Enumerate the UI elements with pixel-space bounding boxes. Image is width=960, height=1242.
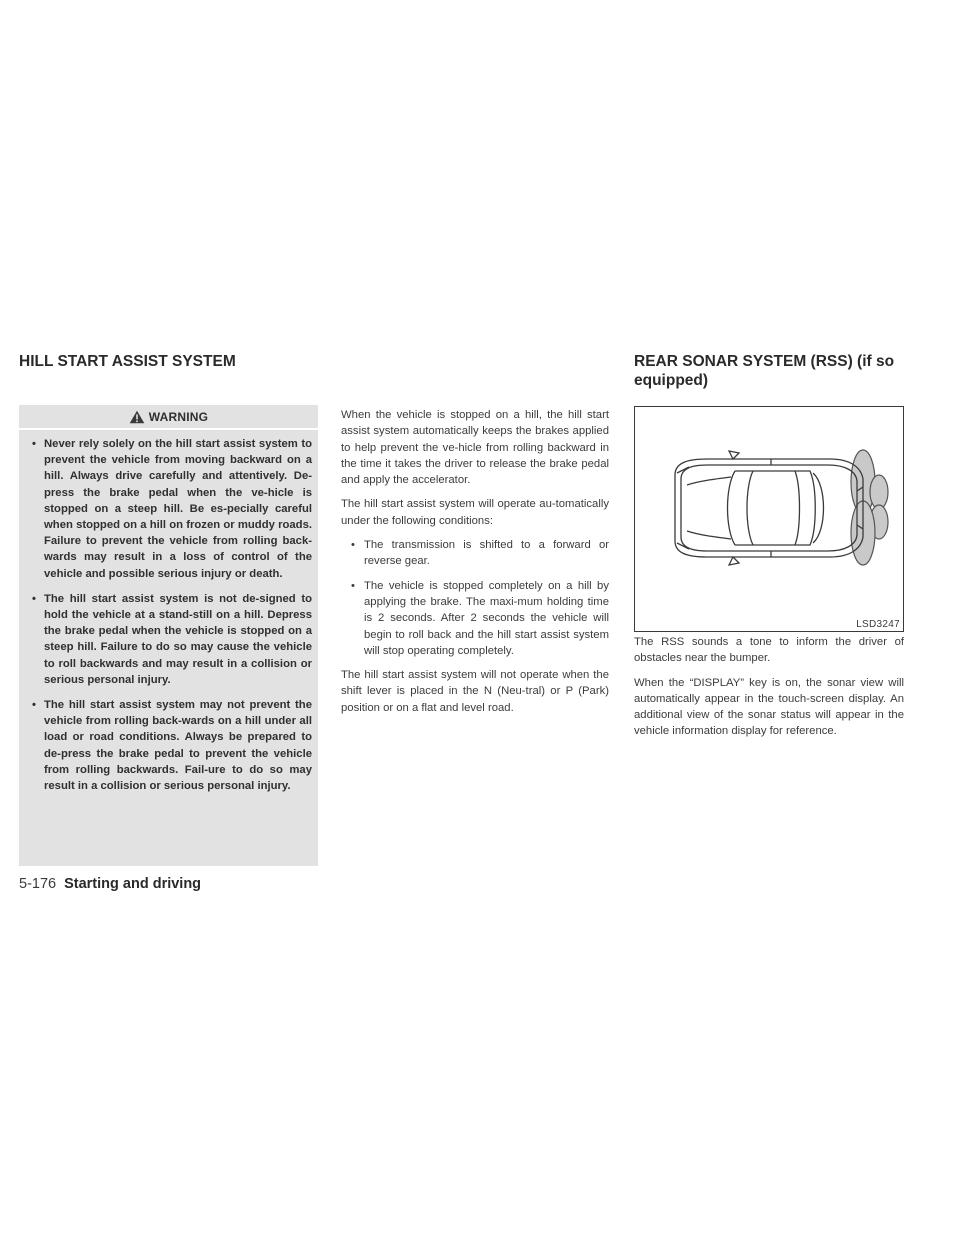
warning-triangle-icon bbox=[129, 410, 145, 424]
page-number: 5-176 bbox=[19, 876, 57, 892]
section-heading-hill-start-assist: HILL START ASSIST SYSTEM bbox=[19, 353, 236, 370]
warning-item: • Never rely solely on the hill start assist system to prevent the vehicle from moving backward on a hill. Always drive carefully and attentively. De-press the brake pedal when the ve-hicle is stopped on a steep hill. Be es-pecially careful when stopped on a hill on frozen or muddy roads. Failure to prevent the vehicle from rolling back-wards may result in a loss of control of the vehicle and possible serious injury or death. bbox=[32, 436, 312, 582]
warning-box bbox=[19, 405, 318, 866]
warning-title: WARNING bbox=[148, 410, 209, 424]
warning-item: • The hill start assist system may not prevent the vehicle from rolling back-wards on a hill under all load or road conditions. Always be prepared to de-press the brake pedal to prevent the vehicle from rolling backwards. Fail-ure to do so may result in a collision or serious personal injury. bbox=[32, 697, 312, 794]
car-outline-icon bbox=[675, 451, 863, 565]
warning-list bbox=[19, 430, 318, 794]
list-item: • The transmission is shifted to a forward or reverse gear. bbox=[351, 537, 609, 570]
conditions-list bbox=[341, 537, 609, 659]
figure-id: LSD3247 bbox=[856, 619, 900, 630]
car-top-view-illustration bbox=[635, 407, 903, 631]
paragraph: The hill start assist system will operate au-tomatically under the following conditions: bbox=[341, 498, 609, 527]
section-heading-rear-sonar: REAR SONAR SYSTEM (RSS) (if so equipped) bbox=[634, 353, 895, 389]
rss-description bbox=[634, 634, 904, 748]
page-footer bbox=[19, 876, 201, 892]
paragraph: When the “DISPLAY” key is on, the sonar view will automatically appear in the touch-screen display. An additional view of the sonar status will appear in the vehicle information display for reference. bbox=[634, 676, 904, 738]
paragraph: The hill start assist system will not operate when the shift lever is placed in the N (Neu-tral) or P (Park) position or on a flat and level road. bbox=[341, 669, 609, 714]
paragraph: The RSS sounds a tone to inform the driver of obstacles near the bumper. bbox=[634, 636, 904, 665]
footer-section-name: Starting and driving bbox=[64, 876, 202, 892]
warning-header bbox=[19, 406, 318, 430]
warning-item: • The hill start assist system is not de-signed to hold the vehicle at a stand-still on a hill. Depress the brake pedal when the vehicle is stopped on a steep hill. Failure to do so may cause the vehicle to roll backwards and may result in a collision or serious personal injury. bbox=[32, 591, 312, 688]
hill-start-description bbox=[341, 407, 609, 724]
list-item: • The vehicle is stopped completely on a hill by applying the brake. The maxi-mum holding time is 2 seconds. After 2 seconds the vehicle will begin to roll back and the hill start assist system will stop operating completely. bbox=[351, 578, 609, 659]
paragraph: When the vehicle is stopped on a hill, the hill start assist system automatically keeps the brakes applied to help prevent the ve-hicle from rolling backward in the time it takes the driver to release the brake pedal and apply the accelerator. bbox=[341, 409, 609, 487]
rear-sonar-figure bbox=[634, 406, 904, 632]
